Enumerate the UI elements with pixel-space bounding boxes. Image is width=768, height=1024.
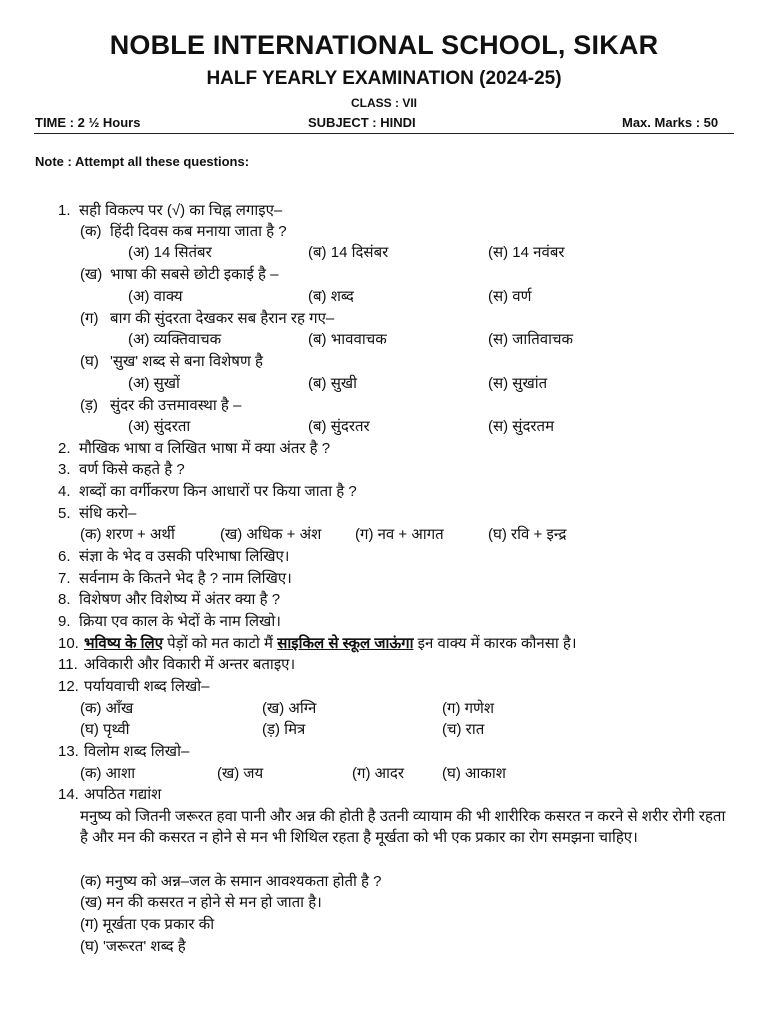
- passage-question: (ख) मन की कसरत न होने से मन हो जाता है।: [80, 894, 322, 911]
- passage-question: (क) मनुष्य को अन्न–जल के समान आवश्यकता होती है ?: [80, 873, 382, 890]
- sub-question-label: (क): [80, 223, 102, 240]
- passage-question: (घ) 'जरूरत' शब्द है: [80, 938, 186, 955]
- sub-question-label: (घ): [80, 353, 99, 370]
- option: (अ) सुंदरता: [128, 418, 191, 435]
- option: (अ) व्यक्तिवाचक: [128, 331, 222, 348]
- synonym-item: (घ) पृथ्वी: [80, 721, 130, 738]
- exam-title: HALF YEARLY EXAMINATION (2024-25): [206, 68, 562, 89]
- sandhi-item: (क) शरण + अर्थी: [80, 526, 175, 543]
- unseen-passage: मनुष्य को जितनी जरूरत हवा पानी और अन्न की होती है उतनी व्यायाम की भी शारीरिक कसरत न करने से शरीर रोगी रहता है और मन की कसरत न होने से मन भी शिथिल रहता है मूर्खता को भी एक प्रकार का रोग समझना चाहिए।: [80, 808, 726, 846]
- sandhi-item: (घ) रवि + इन्द्र: [488, 526, 567, 543]
- question-number: 1.: [58, 202, 71, 219]
- antonym-item: (क) आशा: [80, 765, 136, 782]
- question-13-text: विलोम शब्द लिखो–: [84, 743, 190, 760]
- question-number: 5.: [58, 505, 71, 522]
- sentence-end: इन वाक्य में कारक कौनसा है।: [413, 635, 577, 652]
- time-label: TIME : 2 ½ Hours: [35, 115, 141, 130]
- sub-question-text: बाग की सुंदरता देखकर सब हैरान रह गए–: [110, 310, 335, 327]
- sandhi-item: (ग) नव + आगत: [355, 526, 444, 543]
- question-number: 10.: [58, 635, 79, 652]
- question-7-text: सर्वनाम के कितने भेद है ? नाम लिखिए।: [79, 570, 292, 587]
- antonym-item: (ग) आदर: [352, 765, 405, 782]
- sandhi-item: (ख) अधिक + अंश: [220, 526, 322, 543]
- question-number: 4.: [58, 483, 71, 500]
- option: (स) सुंदरतम: [488, 418, 555, 435]
- question-6-text: संज्ञा के भेद व उसकी परिभाषा लिखिए।: [79, 548, 290, 565]
- option: (ब) भाववाचक: [308, 331, 387, 348]
- question-11-text: अविकारी और विकारी में अन्तर बताइए।: [84, 656, 296, 673]
- option: (अ) 14 सितंबर: [128, 244, 212, 261]
- question-4-text: शब्दों का वर्गीकरण किन आधारों पर किया जाता है ?: [79, 483, 357, 500]
- synonym-item: (ड़) मित्र: [262, 721, 306, 738]
- question-10-text: [84, 634, 577, 654]
- option: (ब) शब्द: [308, 288, 354, 305]
- question-14-text: अपठित गद्यांश: [84, 786, 162, 803]
- option: (स) वर्ण: [488, 288, 532, 305]
- underlined-phrase: भविष्य के लिए: [84, 635, 164, 652]
- question-text: सही विकल्प पर (√) का चिह्न लगाइए–: [79, 202, 283, 219]
- question-number: 7.: [58, 570, 71, 587]
- option: (अ) वाक्य: [128, 288, 183, 305]
- question-number: 11.: [58, 656, 78, 673]
- class-label: CLASS : VII: [350, 96, 417, 110]
- option: (ब) सुखी: [308, 375, 358, 392]
- sub-question-text: सुंदर की उत्तमावस्था है –: [110, 397, 242, 414]
- instructions-note: Note : Attempt all these questions:: [35, 154, 250, 169]
- question-5-text: संधि करो–: [79, 505, 137, 522]
- question-number: 2.: [58, 440, 71, 457]
- synonym-item: (ख) अग्नि: [262, 700, 317, 717]
- question-number: 9.: [58, 613, 71, 630]
- question-9-text: क्रिया एव काल के भेदों के नाम लिखो।: [79, 613, 281, 630]
- option: (स) सुखांत: [488, 375, 548, 392]
- option: (स) जातिवाचक: [488, 331, 574, 348]
- question-number: 14.: [58, 786, 79, 803]
- sub-question-text: भाषा की सबसे छोटी इकाई है –: [110, 266, 279, 283]
- question-3-text: वर्ण किसे कहते है ?: [79, 461, 185, 478]
- sub-question-label: (ग): [80, 310, 99, 327]
- sentence-middle: पेड़ों को मत काटो मैं: [163, 635, 278, 652]
- option: (स) 14 नवंबर: [488, 244, 565, 261]
- synonym-item: (क) आँख: [80, 700, 134, 717]
- antonym-item: (ख) जय: [217, 765, 264, 782]
- option: (ब) 14 दिसंबर: [308, 244, 389, 261]
- sub-question-text: हिंदी दिवस कब मनाया जाता है ?: [110, 223, 287, 240]
- synonym-item: (ग) गणेश: [442, 700, 495, 717]
- school-name: NOBLE INTERNATIONAL SCHOOL, SIKAR: [109, 30, 659, 60]
- sub-question-text: 'सुख' शब्द से बना विशेषण है: [110, 353, 263, 370]
- synonym-item: (च) रात: [442, 721, 485, 738]
- question-2-text: मौखिक भाषा व लिखित भाषा में क्या अंतर है ?: [79, 440, 331, 457]
- option: (ब) सुंदरतर: [308, 418, 370, 435]
- question-number: 6.: [58, 548, 71, 565]
- header-divider: [34, 133, 734, 134]
- max-marks-label: Max. Marks : 50: [622, 115, 719, 130]
- sub-question-label: (ड़): [80, 397, 99, 414]
- sub-question-label: (ख): [80, 266, 103, 283]
- question-number: 8.: [58, 591, 71, 608]
- question-8-text: विशेषण और विशेष्य में अंतर क्या है ?: [79, 591, 281, 608]
- antonym-item: (घ) आकाश: [442, 765, 506, 782]
- option: (अ) सुखों: [128, 375, 180, 392]
- question-number: 3.: [58, 461, 71, 478]
- passage-question: (ग) मूर्खता एक प्रकार की: [80, 916, 215, 933]
- underlined-phrase: साइकिल से स्कूल जाऊंगा: [277, 635, 414, 652]
- question-12-text: पर्यायवाची शब्द लिखो–: [84, 678, 210, 695]
- question-number: 12.: [58, 678, 79, 695]
- question-number: 13.: [58, 743, 79, 760]
- subject-label: SUBJECT : HINDI: [308, 115, 416, 130]
